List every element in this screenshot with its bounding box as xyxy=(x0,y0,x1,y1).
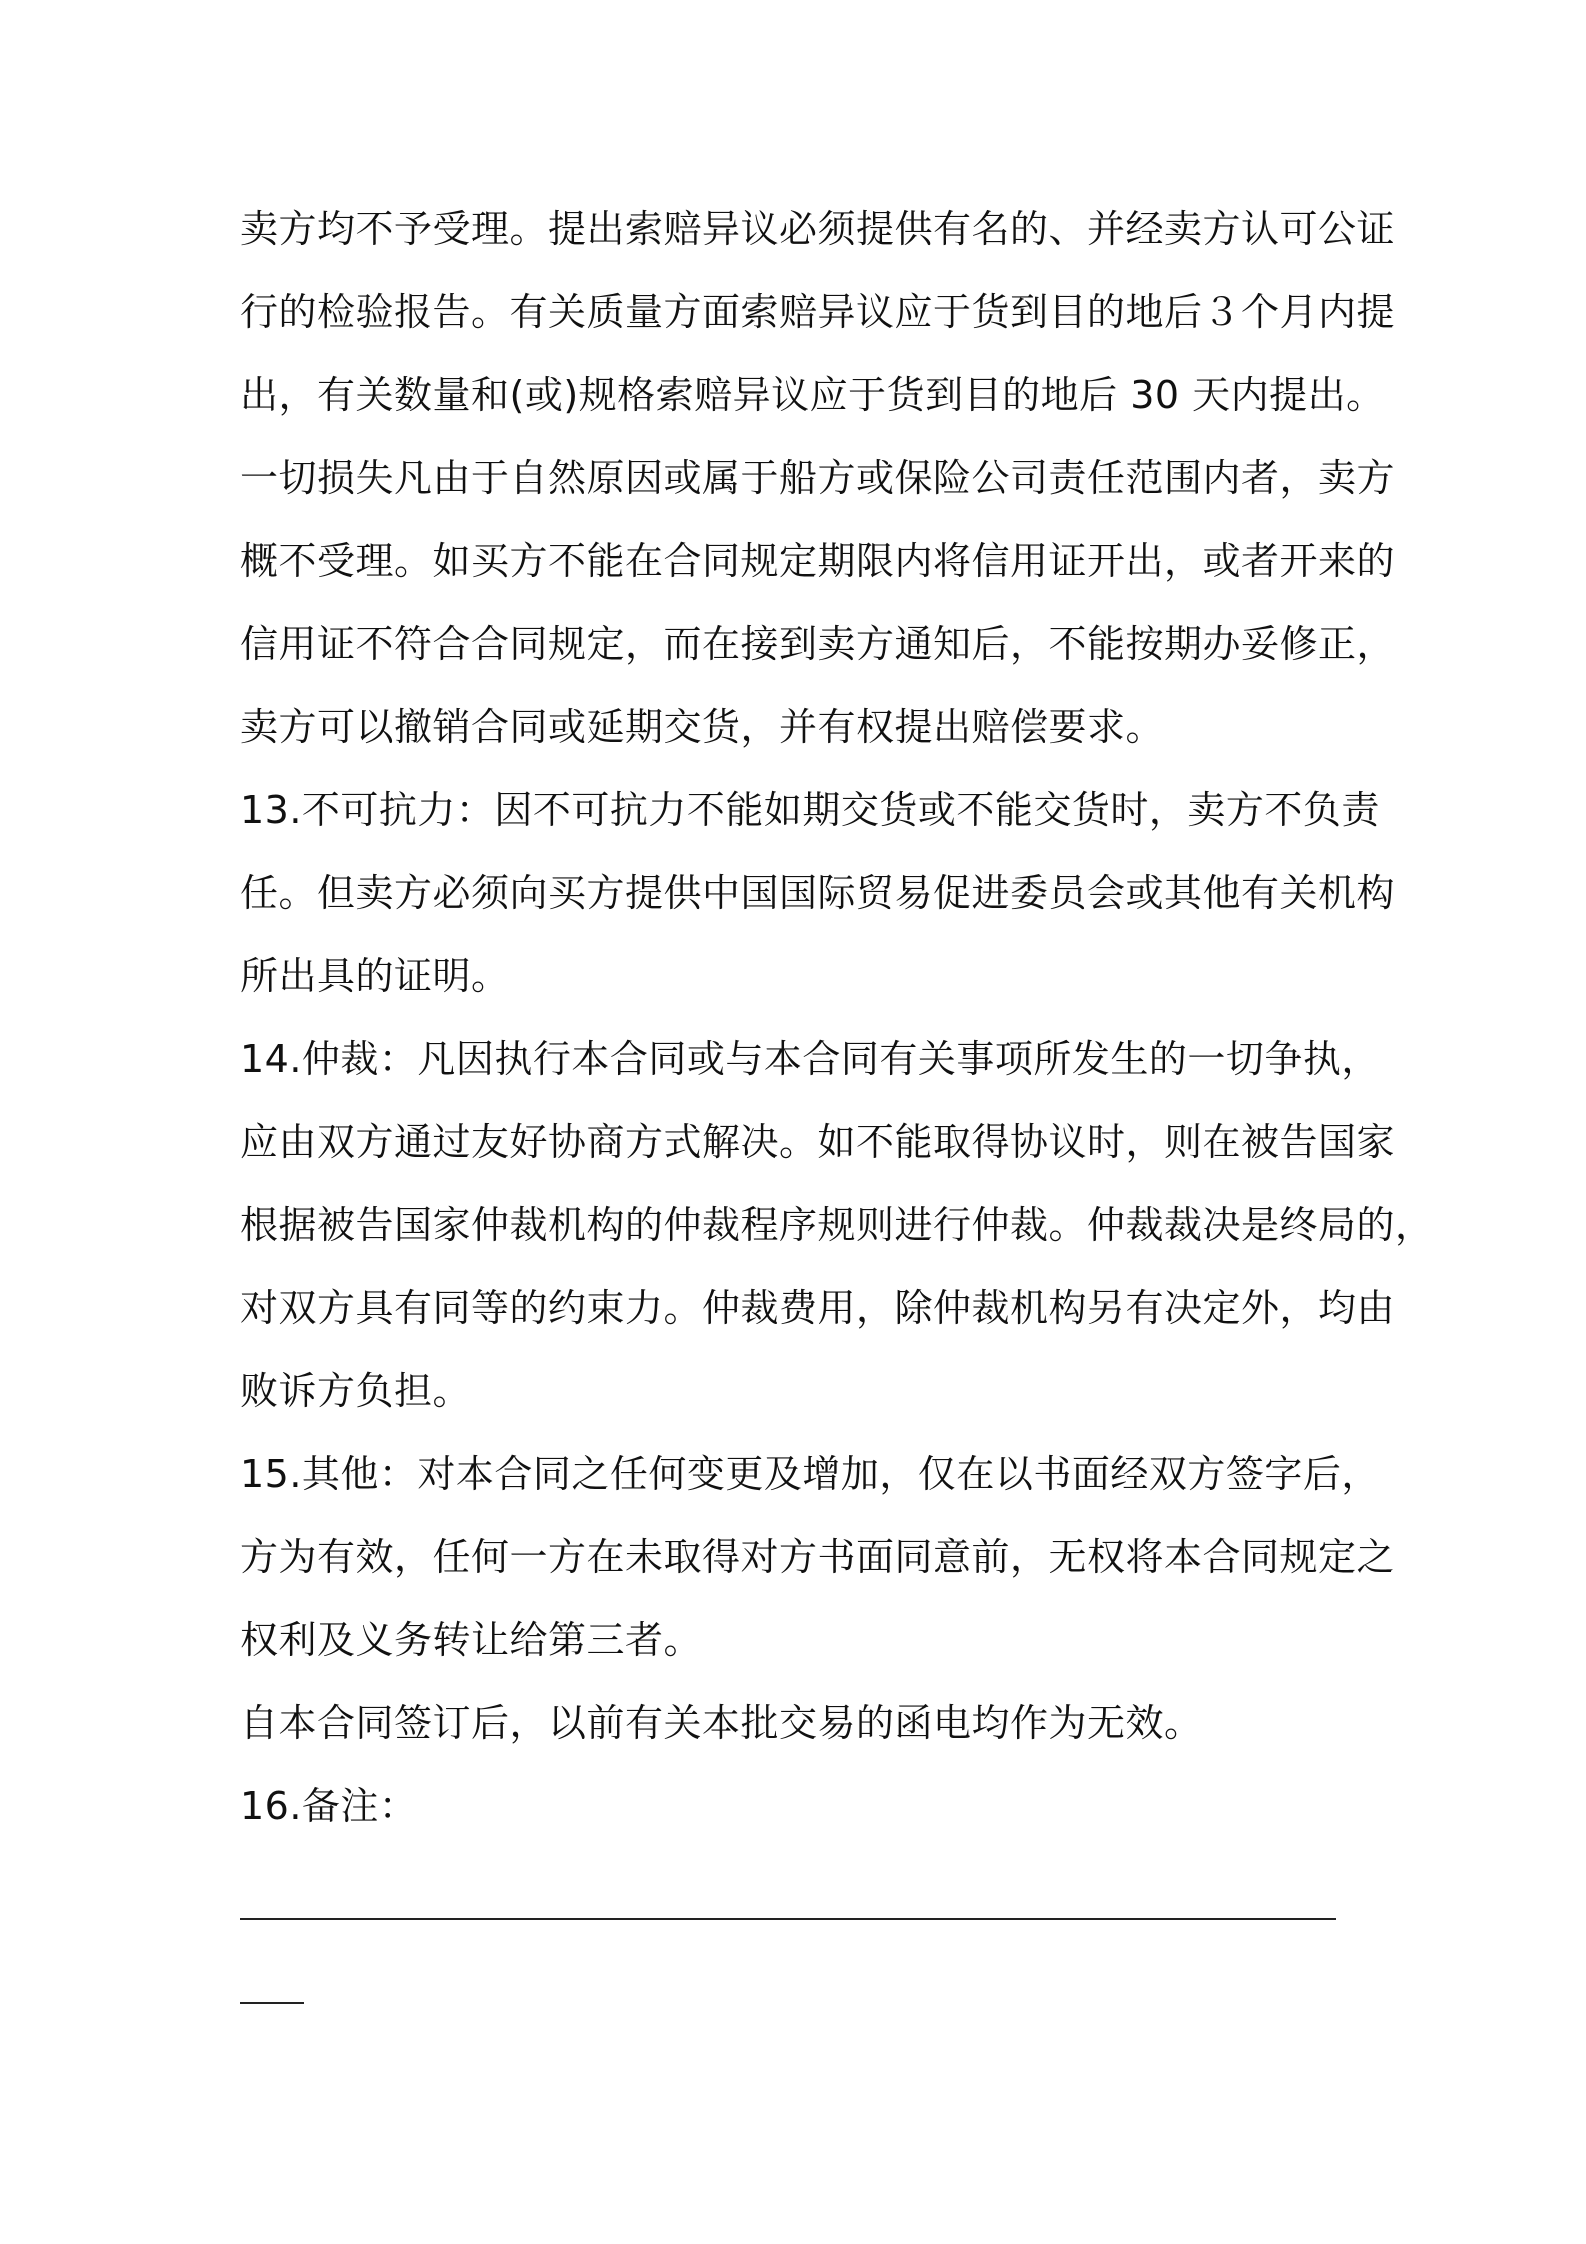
text-line: 一切损失凡由于自然原因或属于船方或保险公司责任范围内者，卖方 xyxy=(240,456,1396,500)
text-line: 自本合同签订后，以前有关本批交易的函电均作为无效。 xyxy=(240,1701,1203,1745)
clause-16-heading: 16.备注： xyxy=(240,1784,418,1828)
text-line: 所出具的证明。 xyxy=(240,954,510,998)
text-line: 卖方均不予受理。提出索赔异议必须提供有名的、并经卖方认可公证 xyxy=(240,207,1396,251)
text-line: 败诉方负担。 xyxy=(240,1369,472,1413)
text-line: 方为有效，任何一方在未取得对方书面同意前，无权将本合同规定之 xyxy=(240,1535,1396,1579)
text-line: 权利及义务转让给第三者。 xyxy=(240,1618,703,1662)
text-line: 卖方可以撤销合同或延期交货，并有权提出赔偿要求。 xyxy=(240,705,1165,749)
clause-15-heading: 15.其他：对本合同之任何变更及增加，仅在以书面经双方签字后， xyxy=(240,1452,1380,1496)
text-line: 应由双方通过友好协商方式解决。如不能取得协议时，则在被告国家 xyxy=(240,1120,1396,1164)
text-line: 概不受理。如买方不能在合同规定期限内将信用证开出，或者开来的 xyxy=(240,539,1396,583)
text-line: 出，有关数量和(或)规格索赔异议应于货到目的地后 30 天内提出。 xyxy=(240,373,1385,417)
text-line: 根据被告国家仲裁机构的仲裁程序规则进行仲裁。仲裁裁决是终局的， xyxy=(240,1203,1434,1247)
remarks-blank-line xyxy=(240,1918,1336,1920)
text-line: 信用证不符合合同规定，而在接到卖方通知后，不能按期办妥修正， xyxy=(240,622,1396,666)
clause-14-heading: 14.仲裁：凡因执行本合同或与本合同有关事项所发生的一切争执， xyxy=(240,1037,1380,1081)
remarks-blank-line-end xyxy=(240,2002,304,2004)
text-line: 对双方具有同等的约束力。仲裁费用，除仲裁机构另有决定外，均由 xyxy=(240,1286,1396,1330)
text-line: 任。但卖方必须向买方提供中国国际贸易促进委员会或其他有关机构 xyxy=(240,871,1396,915)
text-line: 行的检验报告。有关质量方面索赔异议应于货到目的地后３个月内提 xyxy=(240,290,1396,334)
clause-13-heading: 13.不可抗力：因不可抗力不能如期交货或不能交货时，卖方不负责 xyxy=(240,788,1380,832)
